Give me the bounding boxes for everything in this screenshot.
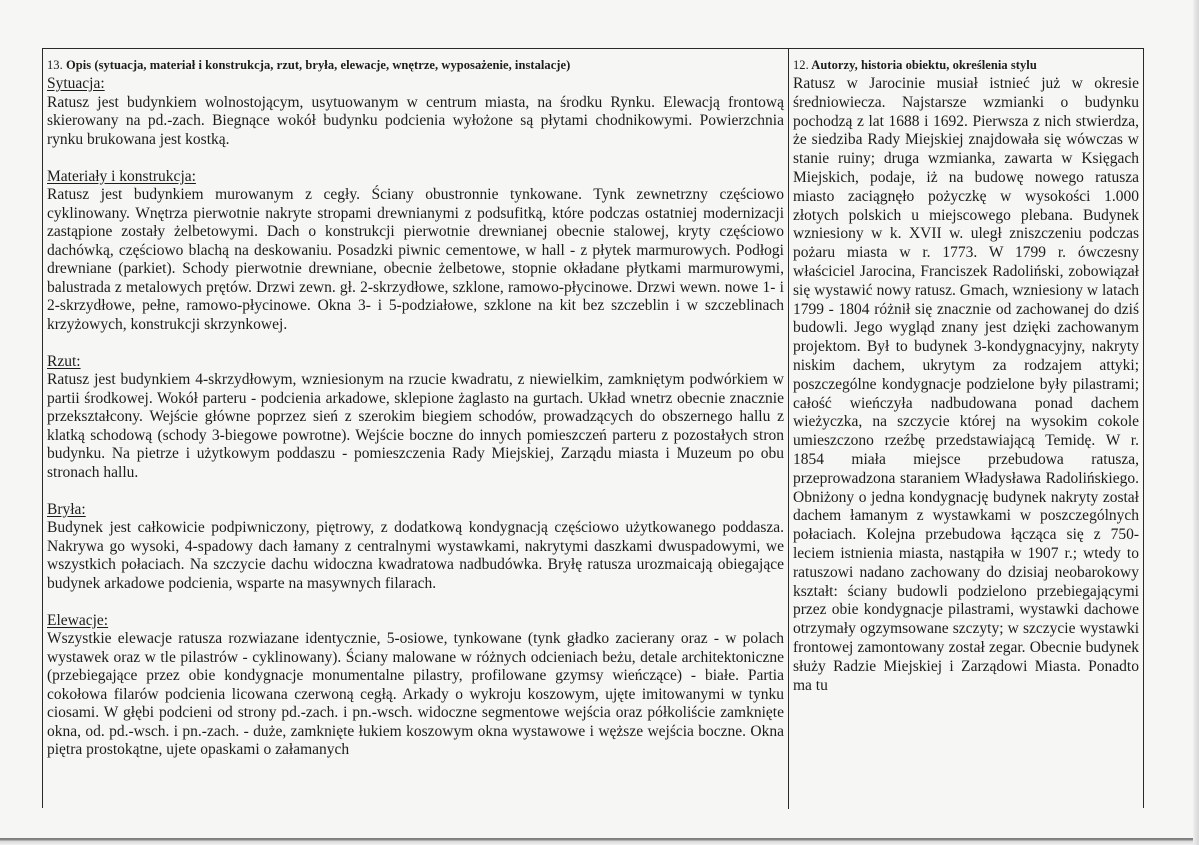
description-header [47, 57, 784, 75]
section-body: Budynek jest całkowicie podpiwniczony, piętrowy, z dodatkową kondygnacją częściowo użytkowanego poddasza. Nakrywa go wysoki, 4-spadowy dach łamany z centralnymi wystawkami, nakrytymi daszkami dwuspadowymi, we wszystkich połaciach. Na szczycie dachu widoczna kwadratowa nadbudówka. Bryłę ratusza urozmaicają obiegające budynek arkadowe podcienia, wsparte na masywnych filarach. [47, 519, 784, 592]
description-header-number: 13. [47, 58, 63, 72]
scan-bottom-edge [0, 838, 1199, 845]
section-body: Ratusz jest budynkiem 4-skrzydłowym, wzniesionym na rzucie kwadratu, z niewielkim, zamkniętym podwórkiem w partii środkowej. Wokół parteru - podcienia arkadowe, sklepione żaglasto na gurtach. Układ wnetrz obecnie znacznie przekształcony. Wejście główne poprzez sień z szerokim biegiem schodów, prowadzących do obszernego hallu z klatką schodową (schody 3-biegowe powrotne). Wejście boczne do innych pomieszczeń parteru z pozostałych stron budynku. Na pietrze i użytkowym poddaszu - pomieszczenia Rady Miejskiej, Zarządu miasta i Muzeum po obu stronach hallu. [47, 371, 784, 481]
section-body: Wszystkie elewacje ratusza rozwiazane identycznie, 5-osiowe, tynkowane (tynk gładko zacierany oraz - w polach wystawek oraz w tle pilastrów - cyklinowany). Ściany malowane w różnych odcieniach beżu, detale architektoniczne (przebiegające przez obie kondygnacje monumentalne pilastry, profilowane gzymsy wieńczące) - białe. Partia cokołowa filarów podcienia licowana czerwoną cegłą. Arkady o wykroju koszowym, ujęte imitowanymi w tynku ciosami. W głębi podcieni od strony pd.-zach. i pn.-wsch. widoczne segmentowe wejścia oraz półkoliście zamknięte okna, od. pd.-wsch. i pn.-zach. - duże, zamknięte łukiem koszowym okna wystawowe i węższe wejścia boczne. Okna piętra prostokątne, ujete opaskami o załamanych [47, 630, 784, 758]
section-sytuacja [47, 75, 784, 149]
section-rzut [47, 353, 784, 483]
section-title: Elewacje: [47, 611, 109, 629]
section-materialy [47, 168, 784, 335]
description-column [43, 49, 789, 809]
spacer [47, 593, 784, 612]
section-body: Ratusz jest budynkiem wolnostojącym, usytuowanym w centrum miasta, na środku Rynku. Elewacją frontową skierowany na pd.-zach. Biegnące wokół budynku podcienia wyłożone są płytami chodnikowymi. Powierzchnia rynku brukowana jest kostką. [47, 93, 784, 148]
spacer [47, 149, 784, 168]
section-body: Ratusz jest budynkiem murowanym z cegły. Ściany obustronnie tynkowane. Tynk zewnetrzny częściowo cyklinowany. Wnętrza pierwotnie nakryte stropami drewnianymi z podsufitką, które podczas ostatniej modernizacji zastąpione zostały żelbetowymi. Dach o konstrukcji pierwotnie drewnianej obecnie stalowej, kryty częściowo dachówką, częściowo blachą na deskowaniu. Posadzki piwnic cementowe, w hall - z płytek marmurowych. Podłogi drewniane (parkiet). Schody pierwotnie drewniane, obecnie żelbetowe, stopnie okładane płytkami marmurowymi, balustrada z metalowych prętów. Drzwi zewn. gł. 2-skrzydłowe, szklone, ramowo-płycinowe. Drzwi wewn. nowe 1- i 2-skrzydłowe, pełne, ramowo-płycinowe. Okna 3- i 5-podziałowe, szklone na kit bez szczeblin i w szczeblinach krzyżowych, konstrukcji skrzynkowej. [47, 186, 784, 333]
section-elewacje [47, 612, 784, 760]
spacer [47, 334, 784, 353]
history-header [793, 57, 1139, 75]
description-header-text: Opis (sytuacja, materiał i konstrukcja, rzut, bryła, elewacje, wnętrze, wyposażenie, instalacje) [65, 58, 571, 72]
history-column [789, 49, 1143, 809]
scan-right-edge [1193, 0, 1199, 845]
history-header-text: Autorzy, historia obiektu, określenia stylu [811, 58, 1037, 72]
section-title: Materiały i konstrukcja: [47, 167, 196, 185]
section-title: Sytuacja: [47, 75, 105, 92]
section-title: Bryła: [47, 500, 86, 518]
section-title: Rzut: [47, 352, 81, 370]
spacer [47, 482, 784, 501]
section-bryla [47, 501, 784, 594]
form-frame [42, 48, 1144, 808]
history-header-number: 12. [793, 58, 809, 72]
history-body: Ratusz w Jarocinie musiał istnieć już w okresie średniowiecza. Najstarsze wzmianki o budynku pochodzą z lat 1688 i 1692. Pierwsza z nich stwierdza, że siedziba Rady Miejskiej znajdowała się wówczas w stanie ruiny; druga wzmianka, zawarta w Księgach Miejskich, podaje, iż na budowę nowego ratusza miasto zaciągnęło pożyczkę w wysokości 1.000 złotych polskich u miejscowego plebana. Budynek wzniesiony w k. XVII w. uległ zniszczeniu podczas pożaru miasta w r. 1773. W 1799 r. ówczesny właściciel Jarocina, Franciszek Radoliński, zobowiązał się wystawić nowy ratusz. Gmach, wzniesiony w latach 1799 - 1804 różnił się znacznie od zachowanej do dziś budowli. Jego wygląd znany jest dzięki zachowanym projektom. Był to budynek 3-kondygnacyjny, nakryty niskim dachem, ukrytym za rodzajem attyki; poszczególne kondygnacje podzielone były pilastrami; całość wieńczyła nadbudowana ponad dachem wieżyczka, na szczycie której na wysokim cokole umieszczono rzeźbę przedstawiającą Temidę. W r. 1854 miała miejsce przebudowa ratusza, przeprowadzona staraniem Władysława Radolińskiego. Obniżony o jedna kondygnację budynek nakryty został dachem łamanym z wystawkami w poszczególnych połaciach. Kolejna przebudowa łącząca się z 750-leciem istnienia miasta, nastąpiła w 1907 r.; wtedy to ratuszowi nadano zachowany do dzisiaj neobarokowy kształt: ściany budowli podzielono przebiegającymi przez obie kondygnacje pilastrami, wystawki dachowe otrzymały ogzymsowane szczyty; w szczycie wystawki frontowej zamontowany został zegar. Obecnie budynek służy Radzie Miejskiej i Zarządowi Miasta. Ponadto ma tu [793, 75, 1139, 694]
